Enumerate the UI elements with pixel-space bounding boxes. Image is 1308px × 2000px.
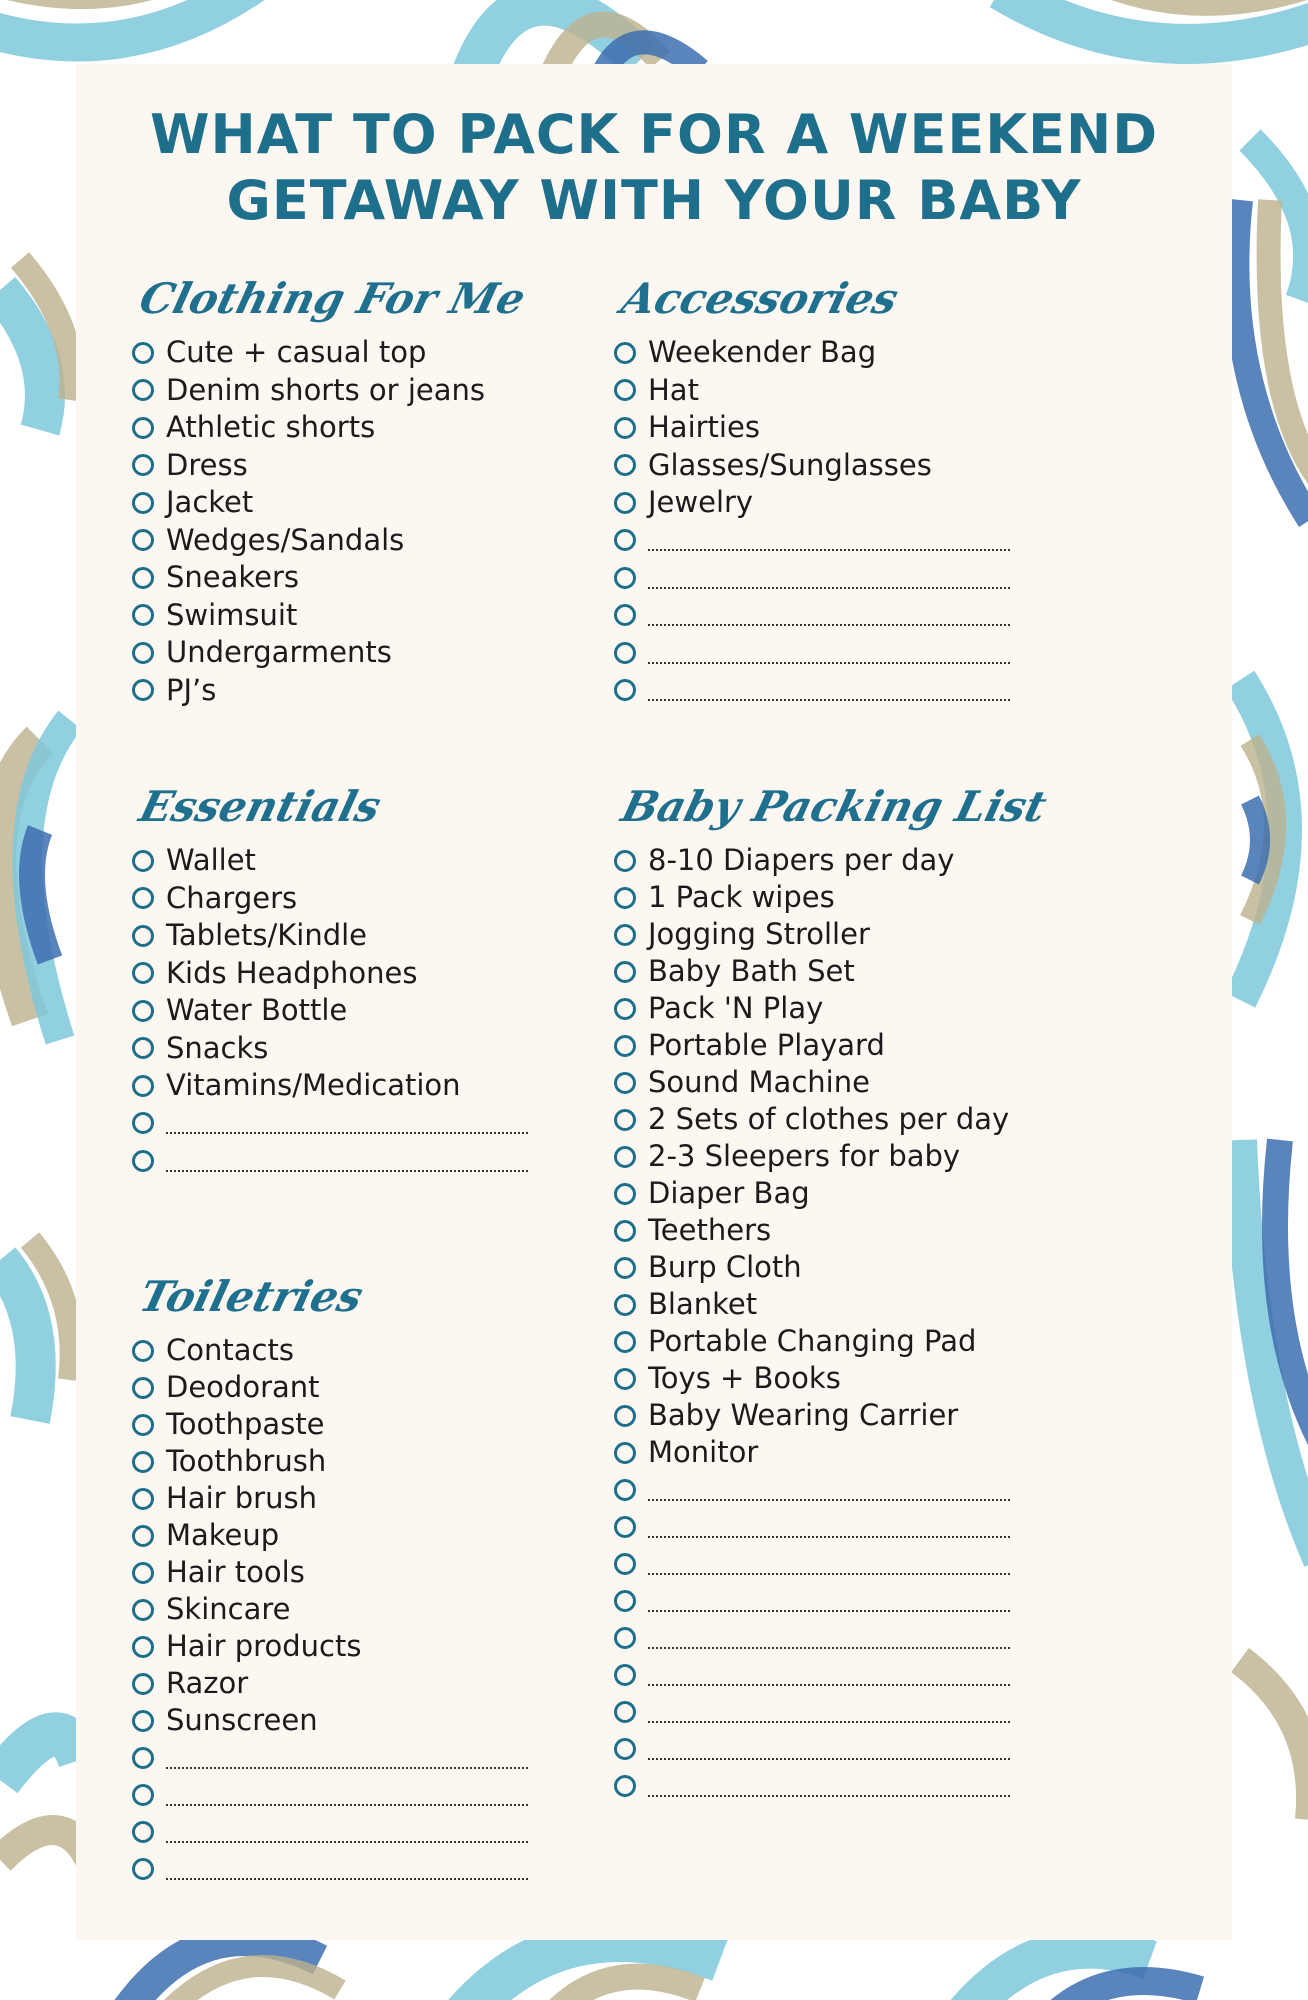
checklist-item[interactable]: [132, 597, 515, 635]
checkbox-circle-icon[interactable]: [614, 1590, 636, 1612]
item-label: 2 Sets of clothes per day: [648, 1102, 1010, 1136]
item-label: Athletic shorts: [166, 410, 376, 445]
checkbox-circle-icon[interactable]: [132, 1414, 154, 1436]
checklist-item[interactable]: [614, 1360, 1036, 1397]
checklist-accessories: [614, 334, 1010, 709]
item-label: Contacts: [166, 1333, 294, 1367]
checkbox-circle-icon[interactable]: [614, 1405, 636, 1427]
checkbox-circle-icon[interactable]: [132, 529, 154, 551]
checkbox-circle-icon[interactable]: [132, 1710, 154, 1732]
checkbox-circle-icon[interactable]: [614, 924, 636, 946]
blank-write-in-line[interactable]: [166, 1821, 528, 1843]
checkbox-circle-icon[interactable]: [132, 417, 154, 439]
checklist-item[interactable]: [614, 634, 1010, 672]
checkbox-circle-icon[interactable]: [132, 1340, 154, 1362]
checkbox-circle-icon[interactable]: [614, 1553, 636, 1575]
checklist-item[interactable]: [614, 842, 1036, 879]
checkbox-circle-icon[interactable]: [614, 1775, 636, 1797]
checkbox-circle-icon[interactable]: [614, 1331, 636, 1353]
item-label: Sneakers: [166, 560, 300, 595]
checkbox-circle-icon[interactable]: [132, 1636, 154, 1658]
checkbox-circle-icon[interactable]: [132, 850, 154, 872]
checklist-item[interactable]: [132, 1702, 528, 1739]
checkbox-circle-icon[interactable]: [614, 604, 636, 626]
checklist-item[interactable]: [132, 634, 515, 672]
item-label: Hairties: [648, 410, 760, 445]
checklist-item[interactable]: [132, 1850, 528, 1887]
checklist-clothing: [132, 334, 515, 709]
checklist-item[interactable]: [132, 447, 515, 485]
section-heading-baby: Baby Packing List: [616, 782, 1052, 831]
checkbox-circle-icon[interactable]: [132, 642, 154, 664]
item-label: Vitamins/Medication: [166, 1068, 461, 1103]
checkbox-circle-icon[interactable]: [614, 1368, 636, 1390]
checklist-item[interactable]: [132, 334, 515, 372]
checkbox-circle-icon[interactable]: [614, 342, 636, 364]
checklist-item[interactable]: [614, 1138, 1036, 1175]
checklist-item[interactable]: [132, 522, 515, 560]
item-label: 1 Pack wipes: [648, 880, 835, 914]
blank-write-in-line[interactable]: [648, 1553, 1010, 1575]
item-label: Makeup: [166, 1518, 280, 1552]
checklist-item[interactable]: [614, 1508, 1036, 1545]
checklist-item[interactable]: [614, 522, 1010, 560]
checkbox-circle-icon[interactable]: [614, 1442, 636, 1464]
checklist-item[interactable]: [614, 1582, 1036, 1619]
checkbox-circle-icon[interactable]: [132, 454, 154, 476]
item-label: Razor: [166, 1666, 249, 1700]
item-label: Cute + casual top: [166, 335, 427, 370]
checkbox-circle-icon[interactable]: [132, 1112, 154, 1134]
item-label: Portable Changing Pad: [648, 1324, 977, 1358]
item-label: Sound Machine: [648, 1065, 870, 1099]
checklist-item[interactable]: [132, 992, 528, 1030]
checklist-item[interactable]: [132, 1369, 528, 1406]
checkbox-circle-icon[interactable]: [614, 1072, 636, 1094]
checkbox-circle-icon[interactable]: [132, 1488, 154, 1510]
checkbox-circle-icon[interactable]: [132, 1000, 154, 1022]
blank-write-in-line[interactable]: [166, 1747, 528, 1769]
checkbox-circle-icon[interactable]: [132, 1673, 154, 1695]
checkbox-circle-icon[interactable]: [614, 679, 636, 701]
checklist-item[interactable]: [132, 917, 528, 955]
item-label: Jogging Stroller: [648, 917, 870, 951]
item-label: Water Bottle: [166, 993, 348, 1028]
item-label: Glasses/Sunglasses: [648, 447, 932, 482]
item-label: Diaper Bag: [648, 1176, 810, 1210]
checklist-item[interactable]: [614, 559, 1010, 597]
checkbox-circle-icon[interactable]: [132, 887, 154, 909]
item-label: Hair brush: [166, 1481, 317, 1515]
checkbox-circle-icon[interactable]: [614, 642, 636, 664]
section-clothing: [132, 264, 531, 709]
blank-write-in-line[interactable]: [648, 1738, 1010, 1760]
checklist-item[interactable]: [132, 1332, 528, 1369]
item-label: Sunscreen: [166, 1703, 318, 1737]
item-label: Burp Cloth: [648, 1250, 802, 1284]
item-label: Baby Bath Set: [648, 954, 855, 988]
checklist-item[interactable]: [614, 916, 1036, 953]
checklist-item[interactable]: [132, 672, 515, 710]
item-label: Skincare: [166, 1592, 291, 1626]
checklist-item[interactable]: [132, 559, 515, 597]
item-label: Blanket: [648, 1287, 758, 1321]
checkbox-circle-icon[interactable]: [132, 1075, 154, 1097]
item-label: Snacks: [166, 1030, 269, 1065]
checkbox-circle-icon[interactable]: [132, 379, 154, 401]
checklist-item[interactable]: [614, 1730, 1036, 1767]
checklist-item[interactable]: [614, 953, 1036, 990]
checkbox-circle-icon[interactable]: [614, 1294, 636, 1316]
item-label: PJ’s: [166, 672, 217, 707]
blank-write-in-line[interactable]: [648, 679, 1010, 701]
title-line-2: GETAWAY WITH YOUR BABY: [226, 169, 1082, 232]
item-label: 2-3 Sleepers for baby: [648, 1139, 961, 1173]
checkbox-circle-icon[interactable]: [614, 1664, 636, 1686]
item-label: Kids Headphones: [166, 955, 418, 990]
checklist-item[interactable]: [614, 334, 1010, 372]
section-heading-toiletries: Toiletries: [134, 1272, 368, 1321]
checkbox-circle-icon[interactable]: [132, 1451, 154, 1473]
checkbox-circle-icon[interactable]: [614, 1479, 636, 1501]
item-label: Jewelry: [648, 485, 754, 520]
blank-write-in-line[interactable]: [648, 1775, 1010, 1797]
checklist-item[interactable]: [614, 1175, 1036, 1212]
blank-write-in-line[interactable]: [648, 1664, 1010, 1686]
checkbox-circle-icon[interactable]: [614, 1183, 636, 1205]
checkbox-circle-icon[interactable]: [614, 379, 636, 401]
checkbox-circle-icon[interactable]: [132, 1037, 154, 1059]
section-toiletries: [132, 1262, 528, 1887]
checklist-item[interactable]: [132, 1406, 528, 1443]
blank-write-in-line[interactable]: [648, 642, 1010, 664]
checklist-item[interactable]: [614, 1249, 1036, 1286]
checkbox-circle-icon[interactable]: [614, 1738, 636, 1760]
item-label: Weekender Bag: [648, 335, 877, 370]
checklist-item[interactable]: [614, 484, 1010, 522]
checklist-item[interactable]: [132, 842, 528, 880]
checklist-item[interactable]: [132, 1776, 528, 1813]
checklist-item[interactable]: [132, 1665, 528, 1702]
checklist-item[interactable]: [614, 672, 1010, 710]
checklist-item[interactable]: [132, 1142, 528, 1180]
checkbox-circle-icon[interactable]: [132, 1821, 154, 1843]
checkbox-circle-icon[interactable]: [614, 1220, 636, 1242]
blank-write-in-line[interactable]: [648, 1627, 1010, 1649]
blank-write-in-line[interactable]: [166, 1858, 528, 1880]
checklist-item[interactable]: [132, 1443, 528, 1480]
checkbox-circle-icon[interactable]: [132, 679, 154, 701]
item-label: Dress: [166, 447, 248, 482]
checkbox-circle-icon[interactable]: [614, 417, 636, 439]
checklist-item[interactable]: [132, 409, 515, 447]
checkbox-circle-icon[interactable]: [132, 1858, 154, 1880]
checklist-item[interactable]: [614, 597, 1010, 635]
checkbox-circle-icon[interactable]: [614, 1516, 636, 1538]
item-label: Undergarments: [166, 635, 392, 670]
checkbox-circle-icon[interactable]: [614, 887, 636, 909]
checklist-item[interactable]: [614, 1064, 1036, 1101]
checkbox-circle-icon[interactable]: [132, 1747, 154, 1769]
item-label: Toys + Books: [648, 1361, 841, 1395]
checkbox-circle-icon[interactable]: [132, 492, 154, 514]
checkbox-circle-icon[interactable]: [614, 1257, 636, 1279]
checklist-item[interactable]: [132, 1030, 528, 1068]
checkbox-circle-icon[interactable]: [132, 567, 154, 589]
blank-write-in-line[interactable]: [648, 1590, 1010, 1612]
checkbox-circle-icon[interactable]: [614, 454, 636, 476]
checklist-item[interactable]: [614, 1656, 1036, 1693]
blank-write-in-line[interactable]: [648, 1479, 1010, 1501]
checkbox-circle-icon[interactable]: [132, 1784, 154, 1806]
section-essentials: [132, 772, 528, 1180]
item-label: Swimsuit: [166, 597, 298, 632]
page-title: [76, 102, 1232, 234]
checklist-item[interactable]: [614, 879, 1036, 916]
checklist-essentials: [132, 842, 528, 1180]
checklist-item[interactable]: [132, 1628, 528, 1665]
blank-write-in-line[interactable]: [648, 529, 1010, 551]
checklist-item[interactable]: [614, 990, 1036, 1027]
checklist-item[interactable]: [614, 1286, 1036, 1323]
checkbox-circle-icon[interactable]: [614, 1109, 636, 1131]
checklist-item[interactable]: [614, 1471, 1036, 1508]
section-baby: [614, 772, 1052, 1804]
checkbox-circle-icon[interactable]: [614, 1627, 636, 1649]
checkbox-circle-icon[interactable]: [614, 529, 636, 551]
item-label: Hat: [648, 372, 699, 407]
checklist-item[interactable]: [132, 484, 515, 522]
section-heading-accessories: Accessories: [616, 274, 904, 323]
checklist-item[interactable]: [614, 1397, 1036, 1434]
checkbox-circle-icon[interactable]: [132, 1525, 154, 1547]
item-label: Toothpaste: [166, 1407, 325, 1441]
checklist-item[interactable]: [132, 372, 515, 410]
checklist-item[interactable]: [614, 1434, 1036, 1471]
item-label: Hair tools: [166, 1555, 305, 1589]
checklist-item[interactable]: [132, 880, 528, 918]
checklist-item[interactable]: [614, 1545, 1036, 1582]
checklist-item[interactable]: [614, 1101, 1036, 1138]
blank-write-in-line[interactable]: [166, 1150, 528, 1172]
title-line-1: WHAT TO PACK FOR A WEEKEND: [149, 103, 1159, 166]
checkbox-circle-icon[interactable]: [132, 925, 154, 947]
checklist-item[interactable]: [614, 372, 1010, 410]
checklist-item[interactable]: [614, 1323, 1036, 1360]
checklist-item[interactable]: [614, 447, 1010, 485]
checkbox-circle-icon[interactable]: [132, 342, 154, 364]
blank-write-in-line[interactable]: [648, 1516, 1010, 1538]
item-label: Pack 'N Play: [648, 991, 824, 1025]
blank-write-in-line[interactable]: [648, 567, 1010, 589]
checklist-item[interactable]: [614, 1027, 1036, 1064]
item-label: Denim shorts or jeans: [166, 372, 485, 407]
item-label: Toothbrush: [166, 1444, 327, 1478]
blank-write-in-line[interactable]: [648, 1701, 1010, 1723]
item-label: Monitor: [648, 1435, 759, 1469]
item-label: Tablets/Kindle: [166, 918, 368, 953]
checkbox-circle-icon[interactable]: [132, 1377, 154, 1399]
checklist-item[interactable]: [132, 1591, 528, 1628]
checklist-toiletries: [132, 1332, 528, 1887]
item-label: Wallet: [166, 843, 256, 878]
item-label: Baby Wearing Carrier: [648, 1398, 959, 1432]
checkbox-circle-icon[interactable]: [132, 962, 154, 984]
checkbox-circle-icon[interactable]: [614, 1035, 636, 1057]
checkbox-circle-icon[interactable]: [132, 1150, 154, 1172]
checklist-item[interactable]: [132, 1067, 528, 1105]
checklist-item[interactable]: [132, 955, 528, 993]
blank-write-in-line[interactable]: [166, 1112, 528, 1134]
checklist-item[interactable]: [614, 1619, 1036, 1656]
checklist-item[interactable]: [132, 1813, 528, 1850]
item-label: Deodorant: [166, 1370, 320, 1404]
checkbox-circle-icon[interactable]: [614, 961, 636, 983]
item-label: 8-10 Diapers per day: [648, 843, 955, 877]
item-label: Portable Playard: [648, 1028, 885, 1062]
checklist-item[interactable]: [132, 1480, 528, 1517]
section-heading-clothing: Clothing For Me: [134, 274, 531, 323]
checkbox-circle-icon[interactable]: [614, 567, 636, 589]
checklist-item[interactable]: [614, 409, 1010, 447]
checklist-item[interactable]: [614, 1212, 1036, 1249]
blank-write-in-line[interactable]: [648, 604, 1010, 626]
checkbox-circle-icon[interactable]: [614, 850, 636, 872]
checkbox-circle-icon[interactable]: [132, 1562, 154, 1584]
checkbox-circle-icon[interactable]: [614, 1701, 636, 1723]
item-label: Jacket: [166, 485, 254, 520]
checkbox-circle-icon[interactable]: [132, 604, 154, 626]
checkbox-circle-icon[interactable]: [614, 998, 636, 1020]
checklist-item[interactable]: [132, 1554, 528, 1591]
checklist-item[interactable]: [132, 1517, 528, 1554]
checkbox-circle-icon[interactable]: [132, 1599, 154, 1621]
checklist-item[interactable]: [132, 1105, 528, 1143]
checklist-item[interactable]: [614, 1767, 1036, 1804]
checklist-item[interactable]: [614, 1693, 1036, 1730]
checkbox-circle-icon[interactable]: [614, 492, 636, 514]
blank-write-in-line[interactable]: [166, 1784, 528, 1806]
checklist-item[interactable]: [132, 1739, 528, 1776]
checklist-baby: [614, 842, 1036, 1804]
item-label: Chargers: [166, 880, 298, 915]
item-label: Wedges/Sandals: [166, 522, 405, 557]
checkbox-circle-icon[interactable]: [614, 1146, 636, 1168]
item-label: Hair products: [166, 1629, 362, 1663]
item-label: Teethers: [648, 1213, 772, 1247]
section-heading-essentials: Essentials: [134, 782, 386, 831]
section-accessories: [614, 264, 1010, 709]
